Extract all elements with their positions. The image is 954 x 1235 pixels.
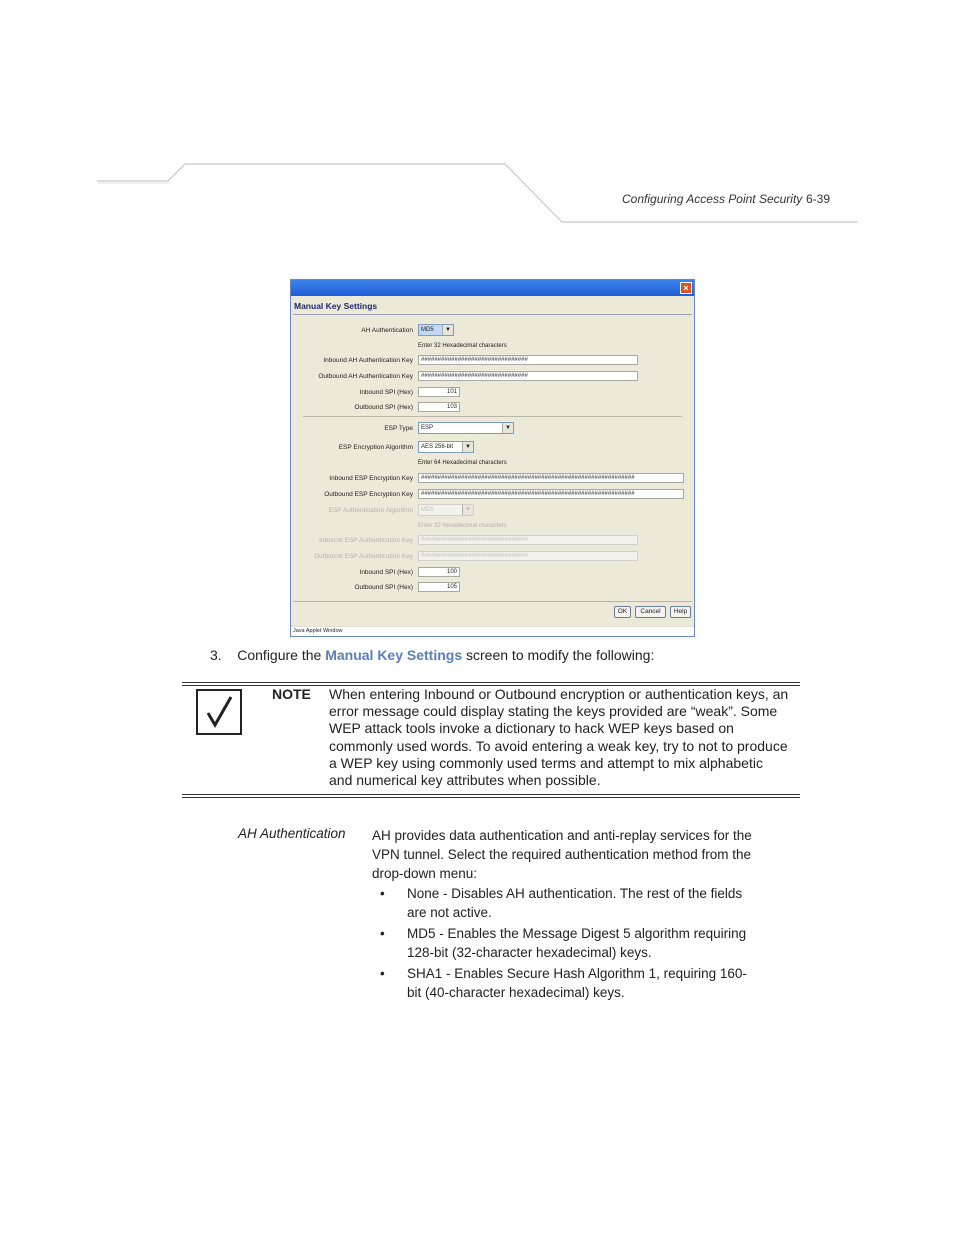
esp-encryption-value: AES 256-bit <box>421 444 454 450</box>
ah-authentication-select[interactable] <box>418 324 454 336</box>
chevron-down-icon: ▼ <box>502 423 513 433</box>
esp-encryption-label: ESP Encryption Algorithm <box>338 444 413 451</box>
esp-inbound-spi-input[interactable]: 100 <box>418 567 460 577</box>
esp-encryption-select[interactable] <box>418 441 474 453</box>
esp-auth-algorithm-select <box>418 504 474 516</box>
step-number: 3. <box>210 647 222 663</box>
inbound-esp-key-input[interactable]: ################################################################ <box>418 473 684 483</box>
list-item <box>380 885 760 922</box>
esp-type-select[interactable] <box>418 422 514 434</box>
note-rule-top <box>182 682 800 683</box>
inbound-esp-auth-key-input: ################################ <box>418 535 638 545</box>
outbound-esp-key-label: Outbound ESP Encryption Key <box>324 491 413 498</box>
outbound-esp-key-input[interactable]: ################################################################ <box>418 489 684 499</box>
ok-button[interactable]: OK <box>614 606 631 618</box>
chevron-down-icon: ▼ <box>462 442 473 452</box>
bullet-text: None - Disables AH authentication. The rest of the fields are not active. <box>407 886 743 920</box>
heading-divider <box>293 314 692 315</box>
help-button[interactable]: Help <box>670 606 691 618</box>
outbound-ah-key-label: Outbound AH Authentication Key <box>318 373 413 380</box>
cancel-button[interactable]: Cancel <box>635 606 666 618</box>
dialog-heading: Manual Key Settings <box>294 301 378 311</box>
bullet-text: MD5 - Enables the Message Digest 5 algorithm requiring 128-bit (32-character hexadecimal) keys. <box>407 926 747 960</box>
page-number: 6-39 <box>806 192 831 206</box>
ah-inbound-spi-input[interactable]: 101 <box>418 387 460 397</box>
inbound-esp-auth-key-label: Inbound ESP Authentication Key <box>319 537 413 544</box>
esp-inbound-spi-label: Inbound SPI (Hex) <box>359 569 413 576</box>
bullet-text: SHA1 - Enables Secure Hash Algorithm 1, requiring 160-bit (40-character hexadecimal) keys. <box>407 966 747 1000</box>
definition-bullets <box>380 885 760 1005</box>
outbound-esp-auth-key-input: ################################ <box>418 551 638 561</box>
bullet-icon: • <box>380 966 385 981</box>
esp-type-label: ESP Type <box>384 425 413 432</box>
ah-authentication-label: AH Authentication <box>361 327 413 334</box>
esp-outbound-spi-label: Outbound SPI (Hex) <box>354 584 413 591</box>
bullet-icon: • <box>380 926 385 941</box>
ah-inbound-spi-label: Inbound SPI (Hex) <box>359 389 413 396</box>
step-3 <box>210 647 654 663</box>
chevron-down-icon: ▼ <box>462 505 473 515</box>
applet-status: Java Applet Window <box>291 626 694 636</box>
outbound-ah-key-input[interactable]: ################################ <box>418 371 638 381</box>
section-divider <box>303 416 682 417</box>
definition-term: AH Authentication <box>238 826 346 841</box>
checkmark-icon <box>196 689 242 735</box>
step-highlight: Manual Key Settings <box>325 647 463 663</box>
running-title: Configuring Access Point Security <box>622 192 803 206</box>
list-item <box>380 965 760 1002</box>
ah-outbound-spi-label: Outbound SPI (Hex) <box>354 404 413 411</box>
step-prefix: Configure the <box>237 647 322 663</box>
outbound-esp-auth-key-label: Outbound ESP Authentication Key <box>314 553 413 560</box>
esp-auth-algorithm-label: ESP Authentication Algorithm <box>328 507 413 514</box>
chevron-down-icon: ▼ <box>442 325 453 335</box>
definition-description: AH provides data authentication and anti-replay services for the VPN tunnel. Select the required authentication method from the drop-down menu: <box>372 828 752 881</box>
ah-key-hint: Enter 32 Hexadecimal characters <box>418 343 507 349</box>
inbound-ah-key-input[interactable]: ################################ <box>418 355 638 365</box>
note-rule-bottom-inner <box>182 797 800 798</box>
note-text: When entering Inbound or Outbound encryption or authentication keys, an error message could display stating the keys provided are “weak”. Some WEP attack tools invoke a dictionary to hack WEP keys based on commonly used words. To avoid entering a weak key, try to not to produce a WEP key using commonly used terms and attempt to mix alphabetic and numerical key attributes when possible. <box>329 686 789 789</box>
note-label: NOTE <box>272 686 311 702</box>
inbound-ah-key-label: Inbound AH Authentication Key <box>323 357 413 364</box>
inbound-esp-key-label: Inbound ESP Encryption Key <box>329 475 413 482</box>
esp-auth-hint: Enter 32 Hexadecimal characters <box>418 523 507 529</box>
list-item <box>380 925 760 962</box>
note-rule-bottom <box>182 794 800 795</box>
step-suffix: screen to modify the following: <box>466 647 655 663</box>
manual-key-settings-dialog <box>290 279 695 637</box>
close-icon[interactable]: × <box>680 282 692 294</box>
ah-outbound-spi-input[interactable]: 103 <box>418 402 460 412</box>
esp-outbound-spi-input[interactable]: 105 <box>418 582 460 592</box>
esp-key-hint: Enter 64 Hexadecimal characters <box>418 460 507 466</box>
dialog-titlebar <box>291 280 694 296</box>
bullet-icon: • <box>380 886 385 901</box>
ah-authentication-value: MD5 <box>421 327 434 333</box>
esp-type-value: ESP <box>421 425 434 431</box>
esp-auth-algorithm-value: MD5 <box>421 507 434 513</box>
settings-panel <box>293 316 692 602</box>
